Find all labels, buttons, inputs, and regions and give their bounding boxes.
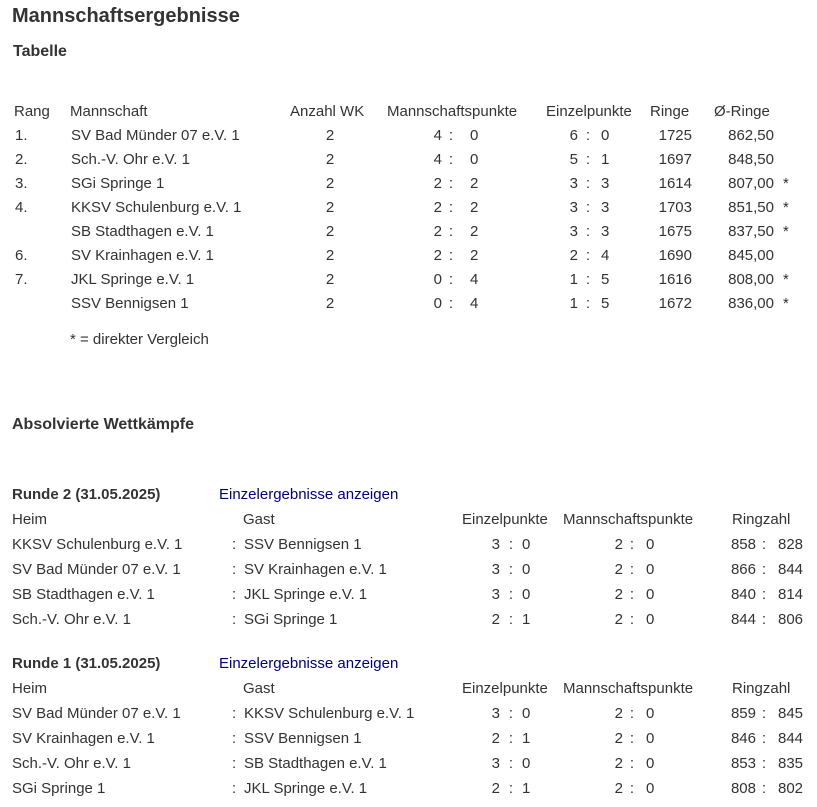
row-ringe: 1697 (658, 151, 692, 168)
row-team: Sch.-V. Ohr e.V. 1 (71, 151, 190, 168)
row-ep-away: 0 (601, 127, 610, 144)
einzelergebnisse-link[interactable]: Einzelergebnisse anzeigen (219, 486, 399, 503)
match-r-away: 802 (778, 780, 804, 797)
row-star: * (783, 175, 789, 192)
match-r-home: 846 (730, 730, 756, 747)
match-e-colon: : (508, 780, 514, 797)
match-heim: SV Bad Münder 07 e.V. 1 (12, 705, 181, 722)
match-r-colon: : (761, 755, 767, 772)
row-ringe: 1690 (658, 247, 692, 264)
page-title: Mannschaftsergebnisse (12, 5, 240, 27)
match-r-colon: : (761, 561, 767, 578)
col-ringzahl: Ringzahl (732, 511, 791, 528)
row-anzahl-wk: 2 (325, 151, 335, 168)
match-m-colon: : (629, 536, 635, 553)
match-e-away: 0 (522, 705, 531, 722)
match-e-home: 3 (491, 705, 500, 722)
match-heim: KKSV Schulenburg e.V. 1 (12, 536, 183, 553)
row-mp-home: 2 (433, 175, 442, 192)
match-colon: : (232, 705, 237, 722)
match-e-colon: : (508, 705, 514, 722)
match-r-home: 840 (730, 586, 756, 603)
match-gast: SSV Bennigsen 1 (244, 730, 362, 747)
row-mp-home: 0 (433, 271, 442, 288)
col-rang: Rang (14, 103, 50, 120)
row-mp-colon: : (448, 175, 454, 192)
row-ringe: 1672 (658, 295, 692, 312)
match-m-colon: : (629, 586, 635, 603)
match-e-home: 3 (491, 536, 500, 553)
match-e-home: 2 (491, 611, 500, 628)
row-rang: 7. (15, 271, 28, 288)
match-gast: SGi Springe 1 (244, 611, 338, 628)
match-m-home: 2 (614, 730, 623, 747)
match-r-away: 835 (778, 755, 804, 772)
row-mp-away: 0 (470, 151, 479, 168)
match-gast: SB Stadthagen e.V. 1 (244, 755, 387, 772)
match-heim: SB Stadthagen e.V. 1 (12, 586, 155, 603)
match-m-home: 2 (614, 705, 623, 722)
match-r-colon: : (761, 705, 767, 722)
row-star: * (783, 223, 789, 240)
tabelle-heading: Tabelle (13, 43, 67, 60)
match-m-away: 0 (646, 730, 655, 747)
row-rang: 6. (15, 247, 28, 264)
row-o-ringe: 848,50 (728, 151, 774, 168)
match-r-away: 844 (778, 730, 804, 747)
row-ep-away: 4 (601, 247, 610, 264)
match-m-away: 0 (646, 586, 655, 603)
row-mp-home: 2 (433, 247, 442, 264)
match-e-home: 3 (491, 755, 500, 772)
match-r-home: 858 (730, 536, 756, 553)
row-mp-away: 2 (470, 247, 479, 264)
match-r-home: 808 (730, 780, 756, 797)
row-anzahl-wk: 2 (325, 199, 335, 216)
row-ringe: 1614 (658, 175, 692, 192)
row-ep-home: 2 (569, 247, 578, 264)
match-heim: SV Bad Münder 07 e.V. 1 (12, 561, 181, 578)
col-ringe: Ringe (650, 103, 690, 120)
match-e-colon: : (508, 611, 514, 628)
row-ep-colon: : (585, 295, 591, 312)
row-mp-away: 2 (470, 223, 479, 240)
col-gast: Gast (243, 511, 275, 528)
match-r-away: 814 (778, 586, 804, 603)
match-m-colon: : (629, 561, 635, 578)
row-ep-colon: : (585, 151, 591, 168)
row-o-ringe: 837,50 (728, 223, 774, 240)
row-mp-colon: : (448, 199, 454, 216)
match-r-home: 844 (730, 611, 756, 628)
row-anzahl-wk: 2 (325, 127, 335, 144)
match-m-home: 2 (614, 755, 623, 772)
match-heim: SGi Springe 1 (12, 780, 106, 797)
row-ep-home: 1 (569, 295, 578, 312)
match-heim: Sch.-V. Ohr e.V. 1 (12, 611, 131, 628)
match-r-away: 828 (778, 536, 804, 553)
row-mp-colon: : (448, 295, 454, 312)
runde-title: Runde 1 (31.05.2025) (12, 655, 161, 672)
col-gast: Gast (243, 680, 275, 697)
match-e-colon: : (508, 536, 514, 553)
row-anzahl-wk: 2 (325, 175, 335, 192)
row-star: * (783, 199, 789, 216)
einzelergebnisse-link[interactable]: Einzelergebnisse anzeigen (219, 655, 399, 672)
match-colon: : (232, 780, 237, 797)
match-m-away: 0 (646, 755, 655, 772)
row-mp-colon: : (448, 271, 454, 288)
row-mp-colon: : (448, 223, 454, 240)
match-m-colon: : (629, 780, 635, 797)
match-e-colon: : (508, 561, 514, 578)
row-mp-away: 2 (470, 199, 479, 216)
row-o-ringe: 851,50 (728, 199, 774, 216)
match-r-away: 806 (778, 611, 804, 628)
row-team: SGi Springe 1 (71, 175, 165, 192)
match-gast: SSV Bennigsen 1 (244, 536, 362, 553)
match-e-away: 0 (522, 586, 531, 603)
col-einzelpunkte: Einzelpunkte (462, 511, 548, 528)
match-e-away: 0 (522, 536, 531, 553)
row-ep-away: 3 (601, 175, 610, 192)
match-r-colon: : (761, 780, 767, 797)
row-ep-colon: : (585, 199, 591, 216)
row-mp-home: 4 (433, 151, 442, 168)
row-rang: 4. (15, 199, 28, 216)
col-anzahl-wk: Anzahl WK (290, 103, 365, 120)
row-mp-home: 4 (433, 127, 442, 144)
row-mp-away: 0 (470, 127, 479, 144)
match-gast: JKL Springe e.V. 1 (244, 780, 368, 797)
match-m-colon: : (629, 611, 635, 628)
match-gast: JKL Springe e.V. 1 (244, 586, 368, 603)
match-m-colon: : (629, 755, 635, 772)
match-heim: Sch.-V. Ohr e.V. 1 (12, 755, 131, 772)
row-ep-colon: : (585, 127, 591, 144)
match-e-colon: : (508, 730, 514, 747)
row-rang: 2. (15, 151, 28, 168)
match-colon: : (232, 755, 237, 772)
col-mannschaftspunkte: Mannschaftspunkte (563, 511, 694, 528)
row-o-ringe: 807,00 (728, 175, 774, 192)
row-anzahl-wk: 2 (325, 271, 335, 288)
row-anzahl-wk: 2 (325, 247, 335, 264)
wettkaempfe-heading: Absolvierte Wettkämpfe (12, 416, 194, 433)
row-mp-colon: : (448, 151, 454, 168)
col-ringzahl: Ringzahl (732, 680, 791, 697)
row-mp-home: 2 (433, 199, 442, 216)
col-mannschaftspunkte: Mannschaftspunkte (563, 680, 694, 697)
row-team: JKL Springe e.V. 1 (71, 271, 195, 288)
match-r-home: 866 (730, 561, 756, 578)
match-e-away: 0 (522, 755, 531, 772)
row-ringe: 1703 (658, 199, 692, 216)
row-rang: 3. (15, 175, 28, 192)
match-m-home: 2 (614, 561, 623, 578)
match-e-home: 2 (491, 730, 500, 747)
row-team: SB Stadthagen e.V. 1 (71, 223, 214, 240)
row-ep-colon: : (585, 175, 591, 192)
row-o-ringe: 836,00 (728, 295, 774, 312)
match-m-home: 2 (614, 586, 623, 603)
match-e-away: 1 (522, 730, 531, 747)
match-r-colon: : (761, 536, 767, 553)
match-r-away: 845 (778, 705, 804, 722)
match-r-colon: : (761, 730, 767, 747)
row-ep-away: 1 (601, 151, 610, 168)
row-mp-colon: : (448, 127, 454, 144)
row-ep-home: 3 (569, 223, 578, 240)
match-colon: : (232, 536, 237, 553)
match-r-home: 859 (730, 705, 756, 722)
row-ep-away: 3 (601, 223, 610, 240)
row-ringe: 1725 (658, 127, 692, 144)
row-ep-away: 5 (601, 295, 610, 312)
row-o-ringe: 808,00 (728, 271, 774, 288)
row-rang: 1. (15, 127, 28, 144)
match-colon: : (232, 561, 237, 578)
match-m-away: 0 (646, 536, 655, 553)
col-mannschaftspunkte: Mannschaftspunkte (387, 103, 518, 120)
row-o-ringe: 845,00 (728, 247, 774, 264)
match-r-colon: : (761, 586, 767, 603)
row-mp-away: 2 (470, 175, 479, 192)
row-team: SV Bad Münder 07 e.V. 1 (71, 127, 240, 144)
row-mp-away: 4 (470, 271, 479, 288)
row-team: SSV Bennigsen 1 (71, 295, 189, 312)
row-anzahl-wk: 2 (325, 223, 335, 240)
match-e-away: 0 (522, 561, 531, 578)
row-ep-colon: : (585, 271, 591, 288)
col-heim: Heim (12, 680, 48, 697)
row-mp-away: 4 (470, 295, 479, 312)
row-ep-home: 3 (569, 175, 578, 192)
match-colon: : (232, 586, 237, 603)
match-gast: KKSV Schulenburg e.V. 1 (244, 705, 415, 722)
match-m-colon: : (629, 730, 635, 747)
match-r-away: 844 (778, 561, 804, 578)
match-m-away: 0 (646, 780, 655, 797)
col-einzelpunkte: Einzelpunkte (546, 103, 632, 120)
row-team: KKSV Schulenburg e.V. 1 (71, 199, 242, 216)
row-mp-home: 0 (433, 295, 442, 312)
row-ep-colon: : (585, 247, 591, 264)
match-m-away: 0 (646, 611, 655, 628)
match-heim: SV Krainhagen e.V. 1 (12, 730, 155, 747)
row-ep-away: 3 (601, 199, 610, 216)
footnote: * = direkter Vergleich (70, 331, 209, 348)
match-colon: : (232, 730, 237, 747)
match-m-colon: : (629, 705, 635, 722)
row-ep-home: 3 (569, 199, 578, 216)
match-r-home: 853 (730, 755, 756, 772)
match-e-away: 1 (522, 611, 531, 628)
row-ep-colon: : (585, 223, 591, 240)
col-o-ringe: Ø-Ringe (714, 103, 770, 120)
match-e-colon: : (508, 755, 514, 772)
runde-title: Runde 2 (31.05.2025) (12, 486, 161, 503)
col-heim: Heim (12, 511, 48, 528)
match-gast: SV Krainhagen e.V. 1 (244, 561, 387, 578)
match-e-away: 1 (522, 780, 531, 797)
match-m-away: 0 (646, 705, 655, 722)
row-ringe: 1675 (658, 223, 692, 240)
row-mp-colon: : (448, 247, 454, 264)
row-ep-away: 5 (601, 271, 610, 288)
match-e-home: 3 (491, 561, 500, 578)
match-e-home: 2 (491, 780, 500, 797)
match-m-home: 2 (614, 536, 623, 553)
col-einzelpunkte: Einzelpunkte (462, 680, 548, 697)
row-ep-home: 6 (569, 127, 578, 144)
row-anzahl-wk: 2 (325, 295, 335, 312)
match-m-home: 2 (614, 611, 623, 628)
match-r-colon: : (761, 611, 767, 628)
match-m-home: 2 (614, 780, 623, 797)
row-ringe: 1616 (658, 271, 692, 288)
match-m-away: 0 (646, 561, 655, 578)
row-star: * (783, 295, 789, 312)
row-ep-home: 5 (569, 151, 578, 168)
row-team: SV Krainhagen e.V. 1 (71, 247, 214, 264)
match-e-colon: : (508, 586, 514, 603)
row-star: * (783, 271, 789, 288)
row-mp-home: 2 (433, 223, 442, 240)
col-mannschaft: Mannschaft (70, 103, 148, 120)
row-ep-home: 1 (569, 271, 578, 288)
match-e-home: 3 (491, 586, 500, 603)
match-colon: : (232, 611, 237, 628)
row-o-ringe: 862,50 (728, 127, 774, 144)
